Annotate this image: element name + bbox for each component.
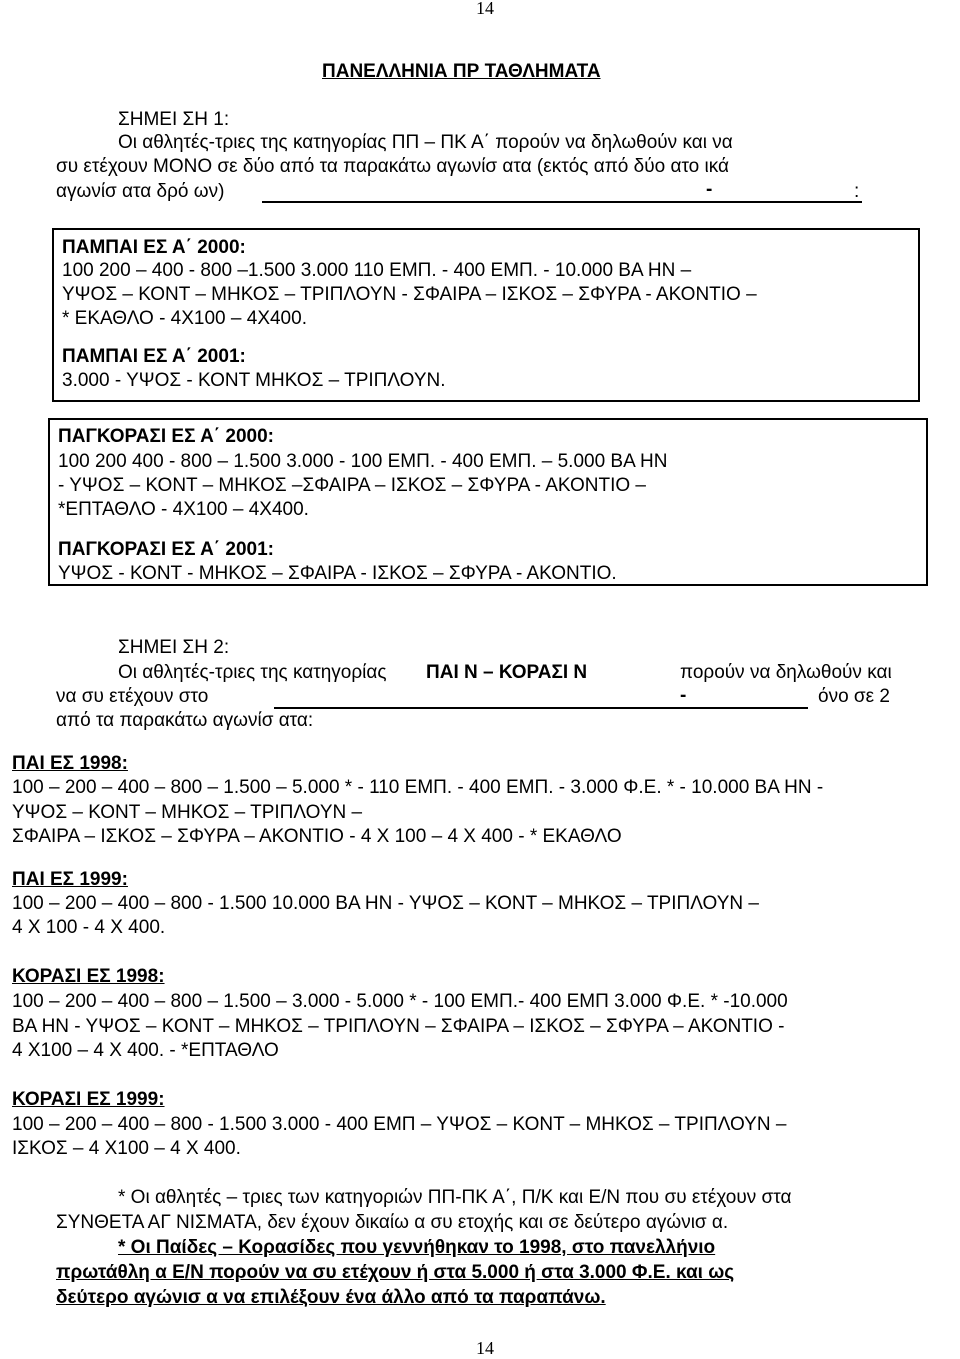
- page-number-bottom: 14: [476, 1338, 494, 1358]
- korasides-1999-heading: ΚΟΡΑΣΙ ΕΣ 1999:: [12, 1089, 165, 1110]
- paides-1999-line1: 100 – 200 – 400 – 800 - 1.500 10.000 ΒΑ ΗΝ - ΥΨΟΣ – ΚΟΝΤ – ΜΗΚΟΣ – ΤΡΙΠΛΟΥΝ –: [12, 893, 759, 914]
- footnote-line3: * Οι Παίδες – Κορασίδες που γεννήθηκαν το 1998, στο πανελλήνιο: [118, 1237, 716, 1258]
- note2-line3: από τα παρακάτω αγωνίσ ατα:: [56, 710, 314, 731]
- korasides-1998-heading: ΚΟΡΑΣΙ ΕΣ 1998:: [12, 966, 165, 987]
- footnote-line1: * Οι αθλητές – τριες των κατηγοριών ΠΠ-ΠΚ Α΄, Π/Κ και Ε/Ν που συ ετέχουν στα: [118, 1187, 792, 1208]
- pagkorasides-2000-line3: *ΕΠΤΑΘΛΟ - 4Χ100 – 4Χ400.: [58, 499, 309, 520]
- page-number-top: 14: [476, 0, 494, 18]
- korasides-1998-line1: 100 – 200 – 400 – 800 – 1.500 – 3.000 - 5.000 * - 100 ΕΜΠ.- 400 ΕΜΠ 3.000 Φ.Ε. * -10.000: [12, 991, 788, 1012]
- footnote-line2: ΣΥΝΘΕΤΑ ΑΓ ΝΙΣΜΑΤΑ, δεν έχουν δικαίω α συ ετοχής και σε δεύτερο αγώνισ α.: [56, 1212, 729, 1233]
- pampaides-2001-heading: ΠΑΜΠΑΙ ΕΣ Α΄ 2001:: [62, 346, 246, 367]
- note2-heading: ΣΗΜΕΙ ΣΗ 2:: [118, 637, 230, 658]
- paides-1998-line3: ΣΦΑΙΡΑ – ΙΣΚΟΣ – ΣΦΥΡΑ – ΑΚΟΝΤΙΟ - 4 Χ 100 – 4 Χ 400 - * ΕΚΑΘΛΟ: [12, 826, 622, 847]
- footnote-line4: πρωτάθλη α Ε/Ν πορούν να συ ετέχουν ή στα 5.000 ή στα 3.000 Φ.Ε. και ως: [56, 1262, 735, 1283]
- pagkorasides-2000-heading: ΠΑΓΚΟΡΑΣΙ ΕΣ Α΄ 2000:: [58, 426, 275, 447]
- note1-line3: αγωνίσ ατα δρό ων): [56, 181, 225, 202]
- pagkorasides-2001-line1: ΥΨΟΣ - ΚΟΝΤ - ΜΗΚΟΣ – ΣΦΑΙΡΑ - ΙΣΚΟΣ – ΣΦΥΡΑ - ΑΚΟΝΤΙΟ.: [58, 563, 617, 584]
- note2-underline: [274, 707, 808, 709]
- pampaides-2000-heading: ΠΑΜΠΑΙ ΕΣ Α΄ 2000:: [62, 237, 246, 258]
- paides-1998-line1: 100 – 200 – 400 – 800 – 1.500 – 5.000 * - 110 ΕΜΠ. - 400 ΕΜΠ. - 3.000 Φ.Ε. * - 10.000 ΒΑ ΗΝ -: [12, 777, 824, 798]
- pagkorasides-2000-line2: - ΥΨΟΣ – ΚΟΝΤ – ΜΗΚΟΣ –ΣΦΑΙΡΑ – ΙΣΚΟΣ – ΣΦΥΡΑ - ΑΚΟΝΤΙΟ –: [58, 475, 646, 496]
- pagkorasides-2001-heading: ΠΑΓΚΟΡΑΣΙ ΕΣ Α΄ 2001:: [58, 539, 275, 560]
- note1-colon: :: [854, 181, 860, 202]
- pampaides-2000-line3: * ΕΚΑΘΛΟ - 4Χ100 – 4Χ400.: [62, 308, 307, 329]
- note1-dash: -: [706, 179, 713, 200]
- korasides-1998-line2: ΒΑ ΗΝ - ΥΨΟΣ – ΚΟΝΤ – ΜΗΚΟΣ – ΤΡΙΠΛΟΥΝ – ΣΦΑΙΡΑ – ΙΣΚΟΣ – ΣΦΥΡΑ – ΑΚΟΝΤΙΟ -: [12, 1016, 785, 1037]
- note2-line2-a: να συ ετέχουν στο: [56, 686, 209, 707]
- note2-line1-a: Οι αθλητές-τριες της κατηγορίας: [118, 662, 387, 683]
- note1-heading: ΣΗΜΕΙ ΣΗ 1:: [118, 109, 230, 130]
- footnote-line5: δεύτερο αγώνισ α να επιλέξουν ένα άλλο από τα παραπάνω.: [56, 1287, 606, 1308]
- note2-line2-c: όνο σε 2: [818, 686, 890, 707]
- paides-1999-heading: ΠΑΙ ΕΣ 1999:: [12, 869, 128, 890]
- note2-line1-c: πορούν να δηλωθούν και: [680, 662, 892, 683]
- note1-line2: συ ετέχουν ΜΟΝΟ σε δύο από τα παρακάτω αγωνίσ ατα (εκτός από δύο ατο ικά: [56, 156, 729, 177]
- paides-1999-line2: 4 Χ 100 - 4 Χ 400.: [12, 917, 166, 938]
- page-title: ΠΑΝΕΛΛΗΝΙΑ ΠΡ ΤΑΘΛΗΜΑΤΑ: [322, 61, 601, 82]
- korasides-1999-line2: ΙΣΚΟΣ – 4 Χ100 – 4 Χ 400.: [12, 1138, 241, 1159]
- korasides-1999-line1: 100 – 200 – 400 – 800 - 1.500 3.000 - 400 ΕΜΠ – ΥΨΟΣ – ΚΟΝΤ – ΜΗΚΟΣ – ΤΡΙΠΛΟΥΝ –: [12, 1114, 787, 1135]
- korasides-1998-line3: 4 Χ100 – 4 Χ 400. - *ΕΠΤΑΘΛΟ: [12, 1040, 279, 1061]
- note1-underline: [262, 201, 862, 203]
- note2-line1-b: ΠΑΙ Ν – ΚΟΡΑΣΙ Ν: [426, 662, 588, 683]
- pampaides-2001-line1: 3.000 - ΥΨΟΣ - ΚΟΝΤ ΜΗΚΟΣ – ΤΡΙΠΛΟΥΝ.: [62, 370, 446, 391]
- paides-1998-line2: ΥΨΟΣ – ΚΟΝΤ – ΜΗΚΟΣ – ΤΡΙΠΛΟΥΝ –: [12, 802, 363, 823]
- pampaides-2000-line1: 100 200 – 400 - 800 –1.500 3.000 110 ΕΜΠ. - 400 ΕΜΠ. - 10.000 ΒΑ ΗΝ –: [62, 260, 692, 281]
- paides-1998-heading: ΠΑΙ ΕΣ 1998:: [12, 753, 128, 774]
- pagkorasides-2000-line1: 100 200 400 - 800 – 1.500 3.000 - 100 ΕΜΠ. - 400 ΕΜΠ. – 5.000 ΒΑ ΗΝ: [58, 451, 668, 472]
- note1-line1: Οι αθλητές-τριες της κατηγορίας ΠΠ – ΠΚ Α΄ πορούν να δηλωθούν και να: [118, 132, 733, 153]
- pampaides-2000-line2: ΥΨΟΣ – ΚΟΝΤ – ΜΗΚΟΣ – ΤΡΙΠΛΟΥΝ - ΣΦΑΙΡΑ – ΙΣΚΟΣ – ΣΦΥΡΑ - ΑΚΟΝΤΙΟ –: [62, 284, 757, 305]
- note2-dash: -: [680, 685, 687, 706]
